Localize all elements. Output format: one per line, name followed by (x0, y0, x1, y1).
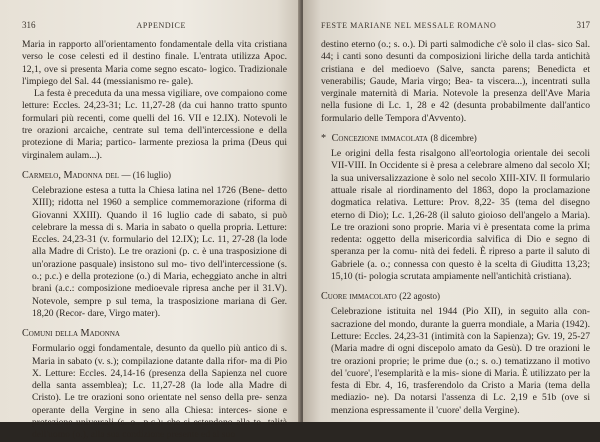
comuni-paragraph: Formulario oggi fondamentale, desunto da quello più antico di s. Maria in sabato (v. s.); compilazione datante dalla rifor- ma di Pio X. Letture: Eccles. 24,14-16 (presenza della Sapienza nel cuore della santa assemblea); Lc. 11,27-28 (la lode alla Madre di Cristo). Le tre orazioni sono orientate nel senso della pre- senza operante della Vergine in seno alla Chiesa: interces- sione e protezione universali (s. o., p.c.); che si estendono alla to- talità dell'uomo (o.), alla sua condizione presente ed al suo (32, 343, 287, 441)
vigil-paragraph: La festa è preceduta da una messa vigiliare, ove compaiono come letture: Eccles. 24,23-31; Lc. 11,27-28 (da cui hanno tratto spunto formulari più recenti, come quelli del 16. VII e 12.IX). Notevoli le tre orazioni arcaiche, centrate sul tema dell'intercessione e della protezione di Maria; partico- larmente preziosa la prima (Deus qui virginalem aulam...). (22, 88, 287, 161)
right-page-number: 317 (576, 20, 590, 30)
right-page (303, 0, 600, 422)
right-running-head (321, 20, 590, 30)
carmelo-paragraph: Celebrazione estesa a tutta la Chiesa latina nel 1726 (Bene- detto XIII); ridotta nel 1960 a semplice commemorazione (riforma di Giovanni XXIII). Quando il 16 luglio cade di sabato, si può celebrare la messa di s. Maria in sabato o quella propria. Letture: Eccles. 24,23-31 (v. formulario del 12.IX); Lc. 11, 27-28 (la lode alla Madre di Cristo). Le tre orazioni (p. c. è una trasposizione di un'orazione pasquale) insistono sul mo- tivo dell'intercessione (s. o.; p.c.) e della protezione (o.) di Maria, echeggiato anche in altri brani (a.c.: composizione medioevale ripresa anche per il 31.V). Notevole, sempre p sul tema, la trasposizione mariana di Ger. 18,20 (Recor- dare, Virgo mater). (32, 184, 288, 319)
right-running-title: FESTE MARIANE NEL MESSALE ROMANO (321, 21, 497, 30)
left-running-title: APPENDICE (136, 21, 186, 30)
asterisk-marker: * (321, 133, 327, 145)
left-page-number: 316 (22, 20, 36, 30)
cuore-heading: Cuore immacolato (22 agosto) (321, 291, 441, 303)
intro-paragraph: Maria in rapporto all'orientamento fondamentale della vita cristiana verso le cose celesti ed il destino finale. L'entrata utilizza Apoc. 12,1, ove si presenta Maria come segno escato- logico. Tradizionale l'impiego del Sal. 44 (messianismo re- gale). (22, 39, 287, 87)
cuore-paragraph: Celebrazione istituita nel 1944 (Pio XII), in seguito alla con- sacrazione del mondo, durante la guerra mondiale, a Maria (1942). Letture: Eccles. 24,23-31 (intimità con la Sapienza); Gv. 19, 25-27 (Maria madre di ogni discepolo amato da Gesù). D tre orazioni le tre orazioni proprie; le prime due (o.; s. o.) tematizzano il motivo del 'cuore', l'esemplarità e la mis- sione di Maria. È utilizzato per la festa di Ebr. 4, 16, trasferendolo da Cristo a Maria (tema della mediazio- ne). Da notarsi l'assenza di Lc. 2,19 e 51b (ove si menziona espressamente il 'cuore' della Vergine). (331, 306, 591, 416)
continuation-paragraph: destino eterno (o.; s. o.). Di parti salmodiche c'è solo il clas- sico Sal. 44; i canti sono desunti da composizioni liriche della tarda antichità cristiana e del medioevo (Salve, sancta parens; Benedicta et venerabilis; Gaude, Maria virgo; Bea- ta viscera...), incentrati sulla verginale maternità di Maria. Notevole la presenza dell'Ave Maria nella fusione di Lc. 1, 28 e 42 (desunta probabilmente dall'antico formulario delle Tempora d'Avvento). (321, 39, 590, 124)
comuni-heading: Comuni della Madonna (22, 328, 120, 340)
left-running-head (22, 20, 287, 30)
concezione-paragraph: Le origini della festa risalgono all'eortologia orientale dei secoli VII-VIII. In Occidente si è presa a celebrare almeno dal secolo XI; la sua universalizzazione è solo nel secolo XIII-XIV. Il formulario attuale risale al riordinamento del 1863, dopo la proclamazione dogmatica relativa. Letture: Prov. 8,22- 35 (tema del disegno eterno di Dio); Lc. 1,26-28 (il saluto gioioso dell'angelo a Maria). Le tre orazioni sono proprie. Maria vi è presentata come la prima redenta: oggetto della misericordia salvifica di Dio e segno di speranza per la comu- nità dei fedeli. È ripreso a parte il saluto di Gabriele (a. o.; connessa con questo è la scelta di Giuditta 13,23; 15,10 (ti- pologia scrutata ampiamente nell'antichità cristiana). (331, 148, 590, 283)
concezione-heading: * Concezione immacolata (8 dicembre) (321, 133, 477, 145)
carmelo-heading: Carmelo, Madonna del — (16 luglio) (22, 169, 172, 181)
